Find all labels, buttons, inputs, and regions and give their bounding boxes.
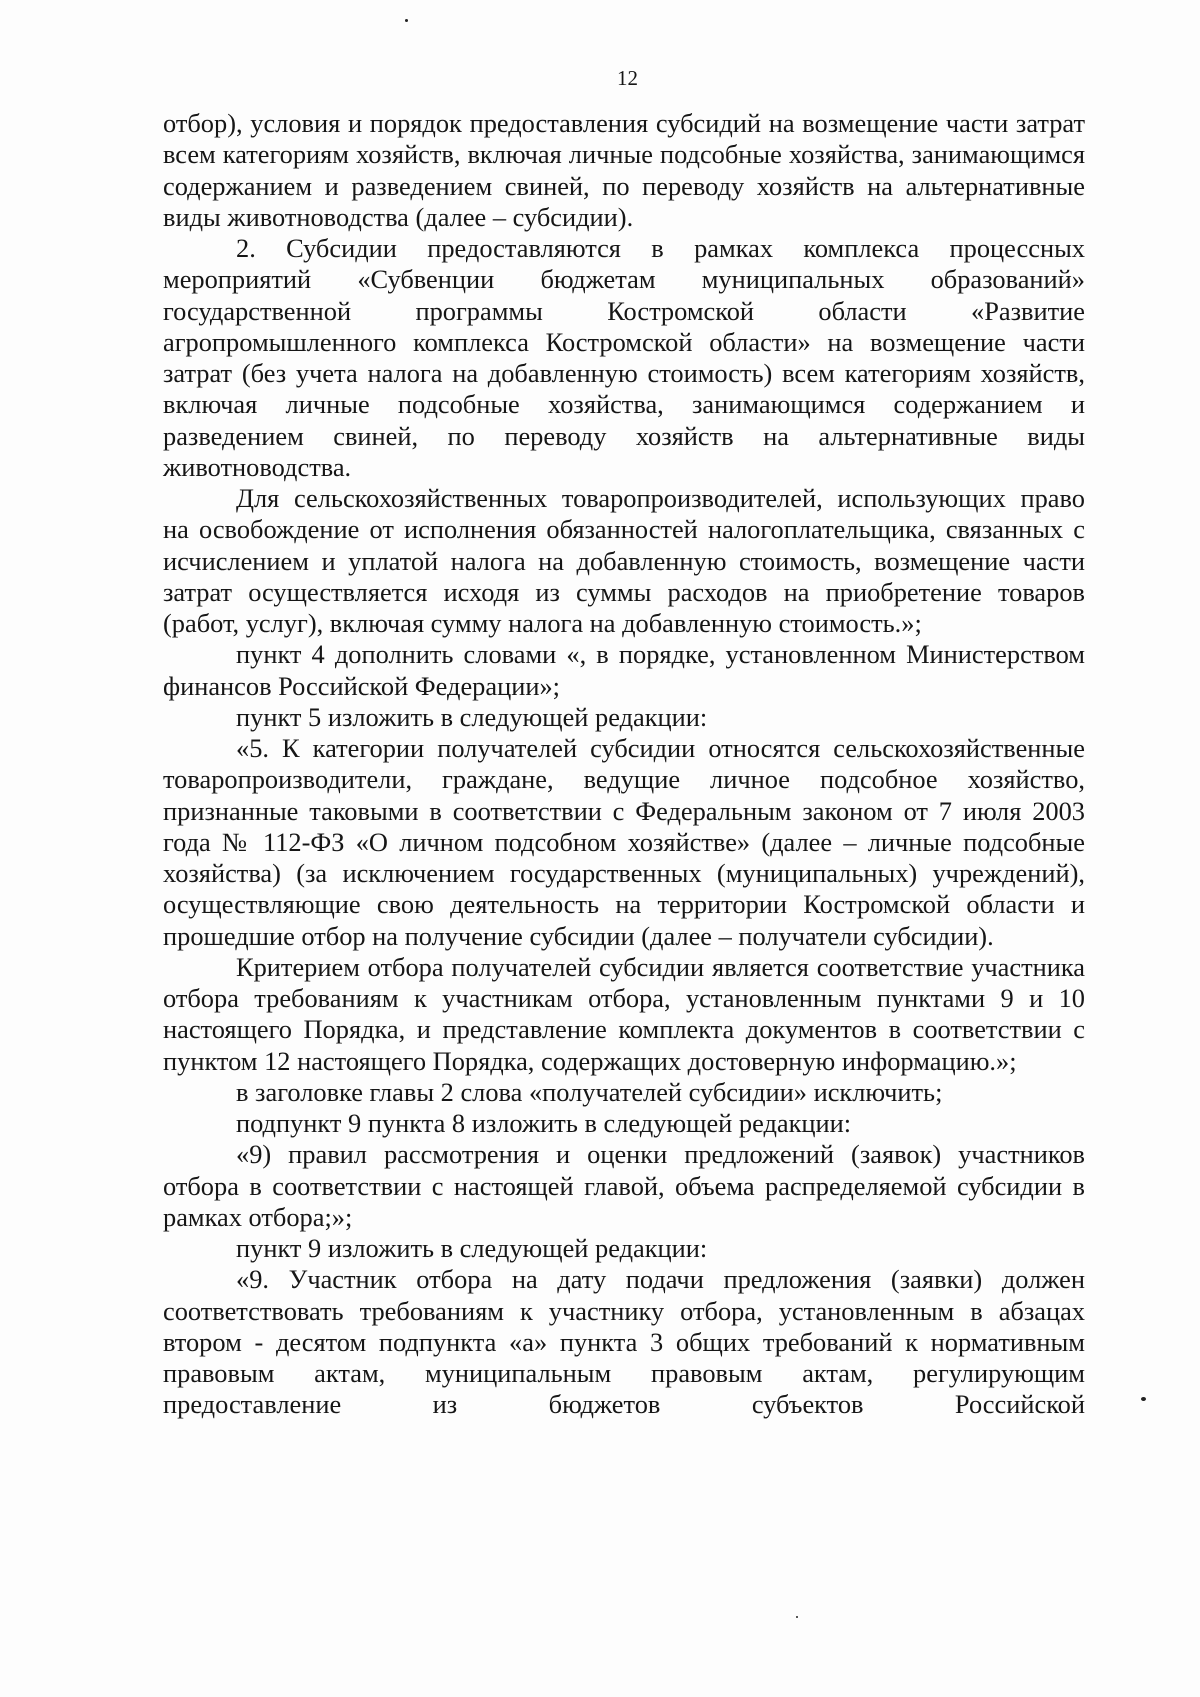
paragraph-amend-subitem-9-intro: подпункт 9 пункта 8 изложить в следующей редакции: xyxy=(236,1108,852,1138)
paragraph-amend-item-9-intro: пункт 9 изложить в следующей редакции: xyxy=(236,1233,708,1263)
page-number: 12 xyxy=(617,66,638,90)
scan-speck xyxy=(405,19,408,22)
paragraph-amend-item-5-intro: пункт 5 изложить в следующей редакции: xyxy=(236,701,708,732)
paragraph-vat-note: Для сельскохозяйственных товаропроизводителей, использующих право на освобождение от исполнения обязанностей налогоплательщика, связанных с исчислением и уплатой налога на добавленную стоимость, возмещение части затрат осуществляется исходя из суммы расходов на приобретение товаров (работ, услуг), включая сумму налога на добавленную стоимость.»; xyxy=(163,483,1085,638)
paragraph-amend-item-4: пункт 4 дополнить словами «, в порядке, установленном Министерством финансов Российской Федерации»; xyxy=(163,639,1085,701)
paragraph-chapter-2-title: в заголовке главы 2 слова «получателей субсидии» исключить; xyxy=(236,1076,943,1107)
paragraph-item-2: 2. Субсидии предоставляются в рамках комплекса процессных мероприятий «Субвенции бюджетам муниципальных образований» государственной программы Костромской области «Развитие агропромышленного комплекса Костромской области» на возмещение части затрат (без учета налога на добавленную стоимость) всем категориям хозяйств, включая личные подсобные хозяйства, занимающимся содержанием и разведением свиней, по переводу хозяйств на альтернативные виды животноводства. xyxy=(163,233,1085,482)
scan-speck xyxy=(1141,1397,1146,1401)
scan-speck xyxy=(796,1616,798,1618)
paragraph-subitem-9-text: «9) правил рассмотрения и оценки предложений (заявок) участников отбора в соответствии с настоящей главой, объема распределяемой субсидии в рамках отбора;»; xyxy=(163,1139,1085,1232)
paragraph-item-5-text: «5. К категории получателей субсидии относятся сельскохозяйственные товаропроизводители, граждане, ведущие личное подсобное хозяйство, признанные таковыми в соответствии с Федеральным законом от 7 июля 2003 года № 112-ФЗ «О личном подсобном хозяйстве» (далее – личные подсобные хозяйства) (за исключением государственных (муниципальных) учреждений), осуществляющие свою деятельность на территории Костромской области и прошедшие отбор на получение субсидии (далее – получатели субсидии). xyxy=(163,733,1085,951)
paragraph-item-9-text: «9. Участник отбора на дату подачи предложения (заявки) должен соответствовать требованиям к участнику отбора, установленным в абзацах втором - десятом подпункта «а» пункта 3 общих требований к нормативным правовым актам, муниципальным правовым актам, регулирующим предоставление из бюджетов субъектов Российской xyxy=(163,1264,1085,1420)
paragraph-selection-criterion: Критерием отбора получателей субсидии является соответствие участника отбора требованиям к участникам отбора, установленным пунктами 9 и 10 настоящего Порядка, и представление комплекта документов в соответствии с пунктом 12 настоящего Порядка, содержащих достоверную информацию.»; xyxy=(163,951,1085,1076)
paragraph-intro-continuation: отбор), условия и порядок предоставления субсидий на возмещение части затрат всем категориям хозяйств, включая личные подсобные хозяйства, занимающимся содержанием и разведением свиней, по переводу хозяйств на альтернативные виды животноводства (далее – субсидии). xyxy=(163,108,1085,232)
document-body xyxy=(163,108,1085,1421)
